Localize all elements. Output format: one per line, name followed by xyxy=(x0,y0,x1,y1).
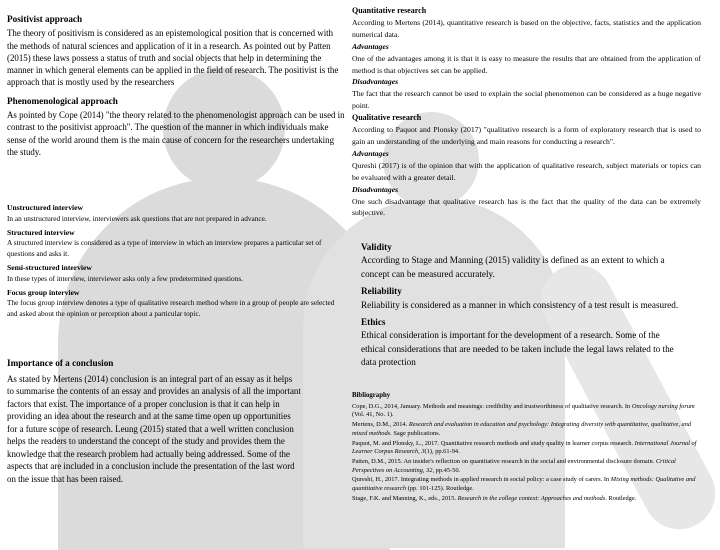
ref-text: (1), pp.61-94. xyxy=(424,448,460,456)
ref-italic: Mixing methods: Qualitative and quantitative research xyxy=(352,476,696,493)
phenomenological-heading: Phenomenological approach xyxy=(7,95,118,106)
conclusion-body: As stated by Mertens (2014) conclusion is an integral part of an essay as it helps to summarise the contents of an essay and provides an analysis of all the important factors that exist. The importance of a proper conclusion is that it can help in providing an idea about the research and at the same time open up opportunities for a future scope of research. Leung (2015) stated that a well written conclusion helps the readers to understand the concept of the study and provides them the knowledge that the research problem had actually being addressed. Some of the aspects that are included in a conclusion include the presentation of the last word on the issue that has been raised. xyxy=(7,373,301,484)
bibliography-ref xyxy=(352,495,702,504)
semi-structured-interview-body: In these types of interview, interviewer asks only a few predetermined questions. xyxy=(7,273,243,283)
ref-text: (pp. 101-125). Routledge. xyxy=(406,485,474,493)
research-types-section xyxy=(352,5,701,219)
ref-text: , pp.45-50. xyxy=(432,466,461,474)
quality-criteria-section xyxy=(361,241,681,370)
positivist-heading: Positivist approach xyxy=(7,14,83,24)
bibliography-section xyxy=(352,392,702,504)
qualitative-advantages-body: Qureshi (2017) is of the opinion that with the application of qualitative research, subject materials or topics can be evaluated with a greater detail. xyxy=(352,160,701,182)
ref-text: Patten, D.M., 2015. An insider's reflection on quantitative research in the social and environmental disclosure domain. xyxy=(352,457,656,465)
bibliography-heading: Bibliography xyxy=(352,392,391,399)
quantitative-disadvantages-label: Disadvantages xyxy=(352,77,399,87)
ref-italic: Research and evaluation in education and psychology: Integrating diversity with quantitative, qualitative, and mixed methods xyxy=(352,421,692,437)
conclusion-heading: Importance of a conclusion xyxy=(7,358,114,368)
qualitative-disadvantages-body: One such disadvantage that qualitative research has is the fact that the quality of the data can be extremely subjective. xyxy=(352,196,701,218)
ref-italic: Research in the college context: Approaches and methods xyxy=(457,494,606,502)
qualitative-heading: Qualitative research xyxy=(352,113,422,123)
quantitative-advantages-label: Advantages xyxy=(352,41,389,51)
conclusion-section xyxy=(7,357,301,485)
qualitative-advantages-label: Advantages xyxy=(352,148,389,158)
unstructured-interview-body: In an unstructured interview, interviewers ask questions that are not prepared in advance. xyxy=(7,213,267,223)
quantitative-advantages-body: One of the advantages among it is that it is easy to measure the results that are obtained from the application of method is that objectives set can be applied. xyxy=(352,53,701,75)
focus-group-interview-heading: Focus group interview xyxy=(7,287,80,297)
ethics-heading: Ethics xyxy=(361,317,386,328)
ref-text: (Vol. 41, No. 1). xyxy=(352,411,394,419)
ethics-body: Ethical consideration is important for the development of a research. Some of the ethical considerations that are needed to be taken include the legal laws related to the data protection xyxy=(361,330,674,368)
ref-italic: Critical Perspectives on Accounting, 32 xyxy=(352,457,676,474)
ref-text: Stage, F.K. and Manning, K., eds., 2015. xyxy=(352,494,458,502)
qualitative-disadvantages-label: Disadvantages xyxy=(352,184,399,194)
interviews-section xyxy=(7,200,345,320)
bibliography-ref xyxy=(352,440,702,457)
bibliography-ref xyxy=(352,403,702,420)
ref-text: Paquot, M. and Plonsky, L., 2017. Quantitative research methods and study quality in learner corpus research. xyxy=(352,439,635,447)
bibliography-ref xyxy=(352,421,702,438)
bibliography-ref xyxy=(352,458,702,475)
reliability-heading: Reliability xyxy=(361,286,402,297)
positivist-body: The theory of positivism is considered as an epistemological position that is concerned with the methods of natural sciences and application of it in a research. As pointed out by Patten (2015) these laws possess a status of truth and social objects that help in determining the manner in which general elements can be applied in the field of research. The positivist is the approach that is mostly used by the researchers xyxy=(7,28,339,88)
structured-interview-body: A structured interview is considered as a type of interview in which an interview prepares a particular set of questions and asks it. xyxy=(7,238,322,259)
approaches-section xyxy=(7,13,346,164)
ref-italic: International Journal of Learner Corpus Research, 3 xyxy=(352,439,697,456)
semi-structured-interview-heading: Semi-structured interview xyxy=(7,262,92,272)
phenomenological-body: As pointed by Cope (2014) "the theory related to the phenomenologist approach can be used in contrast to the positivist approach". The question of the manner in which individuals make sense of the world around them is the main cause of concern for the researchers undertaking the study. xyxy=(7,110,345,157)
validity-heading: Validity xyxy=(361,242,392,252)
focus-group-interview-body: The focus group interview denotes a type of qualitative research method where in a group of people are selected and asked about the opinion or perception about a particular topic. xyxy=(7,298,335,319)
reliability-body: Reliability is considered as a manner in which consistency of a test result is measured. xyxy=(361,299,679,310)
unstructured-interview-heading: Unstructured interview xyxy=(7,203,83,212)
ref-text: . Sage publications. xyxy=(390,429,441,437)
ref-italic: Oncology nursing forum xyxy=(631,402,695,410)
bibliography-ref xyxy=(352,476,702,493)
structured-interview-heading: Structured interview xyxy=(7,227,75,237)
validity-body: According to Stage and Manning (2015) validity is defined as an extent to which a concept can be measured accurately. xyxy=(361,255,665,279)
ref-text: Mertens, D.M., 2014. xyxy=(352,421,409,429)
ref-text: . Routledge. xyxy=(605,494,637,502)
ref-text: Qureshi, H., 2017. Integrating methods in applied research in social policy: a case study of carers. In xyxy=(352,476,611,484)
ref-text: Cope, D.G., 2014, January. Methods and meanings: credibility and trustworthiness of qualitative research. In xyxy=(352,402,632,410)
quantitative-body: According to Mertens (2014), quantitative research is based on the objective, facts, statistics and the application numerical data. xyxy=(352,17,701,39)
qualitative-body: According to Paquot and Plonsky (2017) "qualitative research is a form of exploratory research that is used to gain an understanding of the underlying and main reasons for conducting a research". xyxy=(352,125,701,146)
quantitative-heading: Quantitative research xyxy=(352,6,427,15)
quantitative-disadvantages-body: The fact that the research cannot be used to explain the social phenomenon can be considered as a huge negative point. xyxy=(352,89,701,111)
